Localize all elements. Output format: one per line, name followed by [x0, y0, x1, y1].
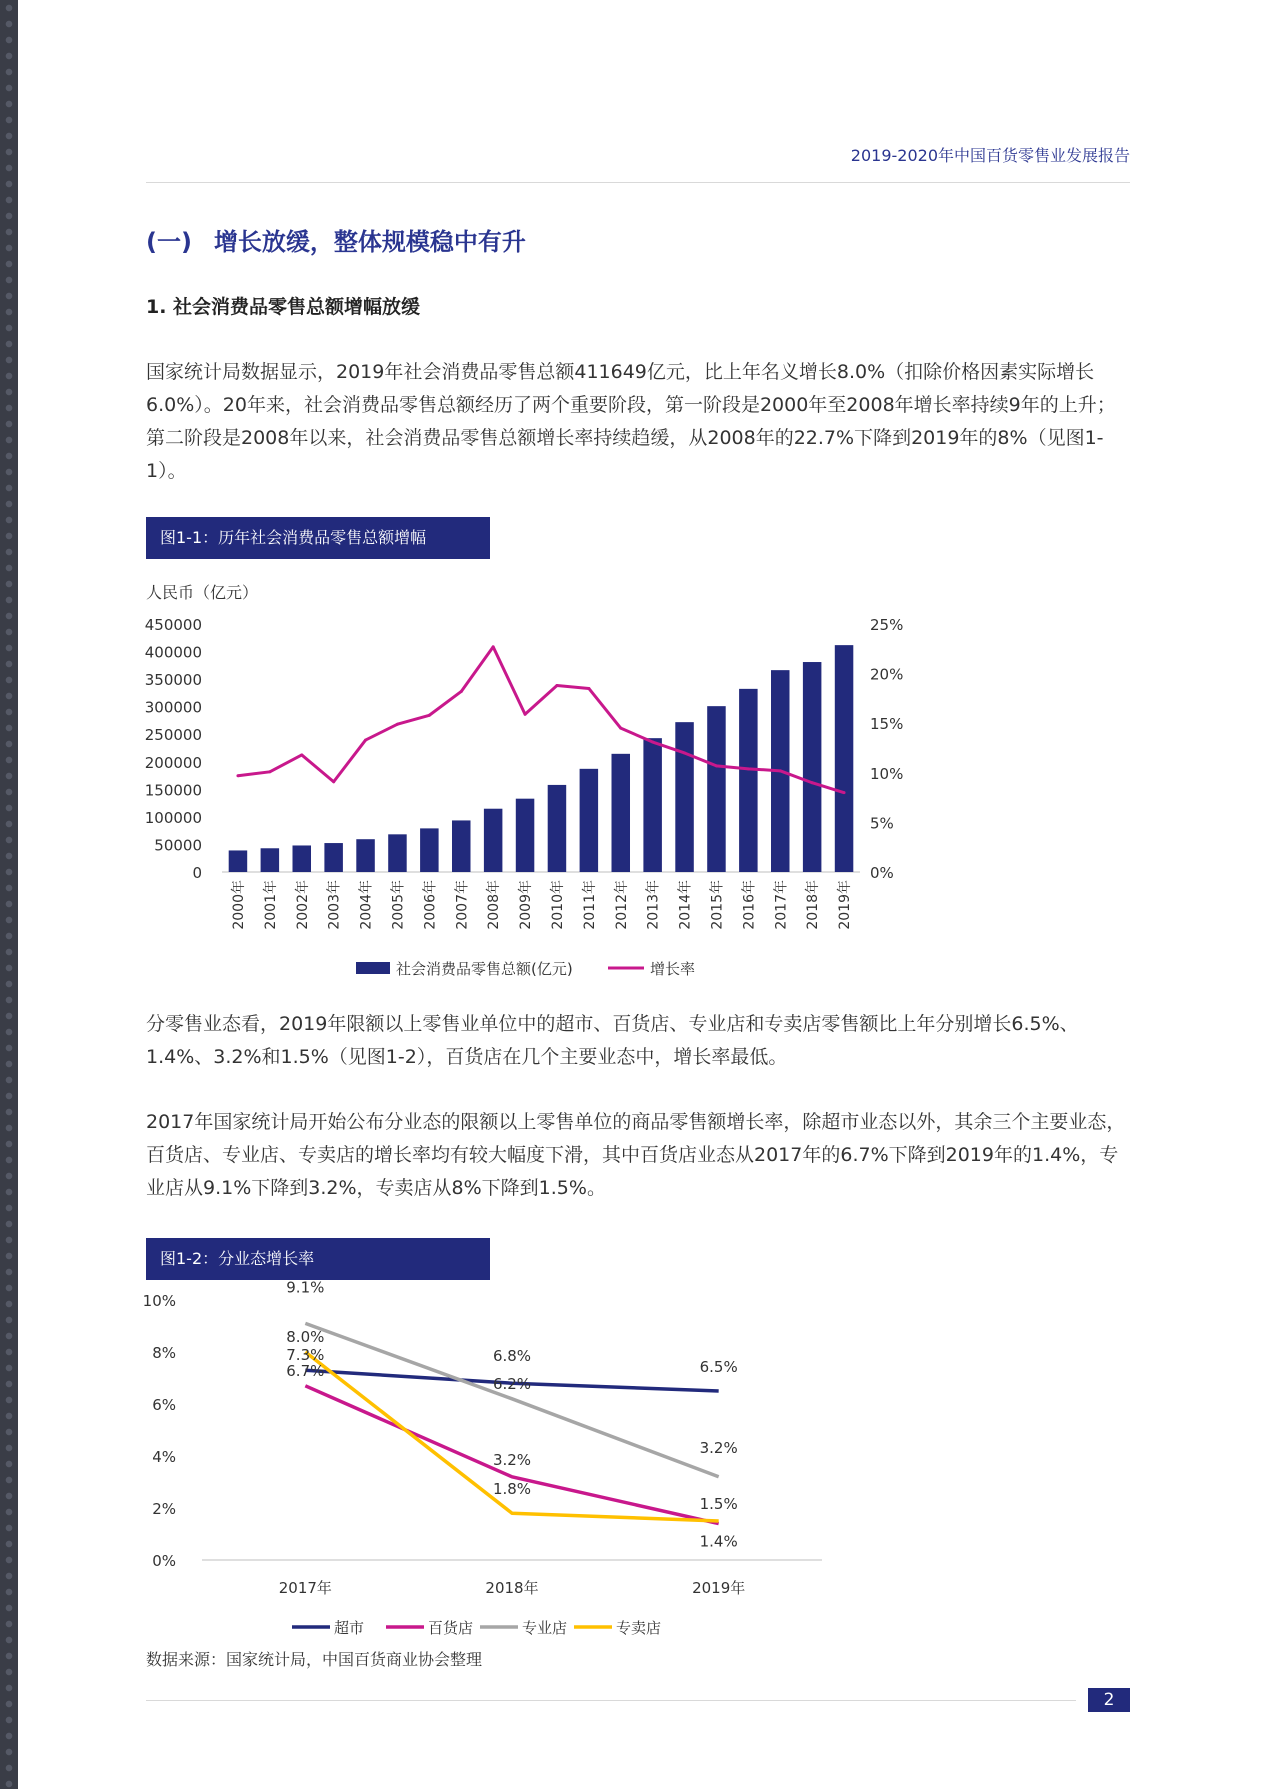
- bar: [324, 843, 343, 872]
- growth-rate-point: [332, 780, 335, 783]
- report-header-title: 2019-2020年中国百货零售业发展报告: [850, 146, 1130, 165]
- x-tick-label: 2017年: [278, 1579, 332, 1597]
- growth-rate-point: [747, 767, 750, 770]
- data-label: 3.2%: [699, 1438, 738, 1457]
- growth-rate-point: [683, 751, 686, 754]
- growth-rate-point: [492, 645, 495, 648]
- growth-rate-point: [460, 690, 463, 693]
- x-tick-label: 2002年: [294, 880, 311, 930]
- header-divider: [146, 182, 1130, 183]
- x-tick-label: 2005年: [390, 880, 407, 930]
- growth-rate-point: [428, 714, 431, 717]
- legend-label: 专业店: [522, 1619, 568, 1637]
- data-label: 1.8%: [492, 1480, 532, 1499]
- y-left-tick-label: 200000: [144, 753, 202, 772]
- x-tick-label: 2016年: [741, 880, 758, 930]
- y-left-tick-label: 100000: [144, 808, 202, 827]
- x-tick-label: 2007年: [454, 880, 471, 930]
- x-tick-label: 2012年: [613, 880, 630, 930]
- x-tick-label: 2018年: [485, 1579, 539, 1597]
- growth-rate-point: [811, 781, 814, 784]
- x-tick-label: 2014年: [677, 880, 694, 930]
- figure2-chart: [0, 1280, 1276, 1640]
- y-left-tick-label: 450000: [144, 616, 202, 634]
- y-left-tick-label: 300000: [144, 698, 202, 717]
- y-tick-label: 8%: [152, 1344, 176, 1362]
- x-tick-label: 2015年: [709, 880, 726, 930]
- y-right-tick-label: 5%: [870, 814, 894, 833]
- x-tick-label: 2010年: [549, 880, 566, 930]
- y-left-tick-label: 350000: [144, 671, 202, 690]
- paragraph-1: 国家统计局数据显示，2019年社会消费品零售总额411649亿元，比上年名义增长8.0%（扣除价格因素实际增长6.0%）。20年来，社会消费品零售总额经历了两个重要阶段，第一阶段是2000年至2008年增长率持续9年的上升；第二阶段是2008年以来，社会消费品零售总额增长率持续趋缓，从2008年的22.7%下降到2019年的8%（见图1-1）。: [146, 361, 1116, 482]
- bar: [484, 809, 503, 872]
- data-source-note: 数据来源：国家统计局，中国百货商业协会整理: [146, 1650, 483, 1669]
- x-tick-label: 2011年: [581, 880, 598, 930]
- bar: [739, 689, 758, 872]
- x-tick-label: 2019年: [692, 1579, 746, 1597]
- growth-rate-point: [300, 753, 303, 756]
- legend-swatch-bar: [356, 962, 390, 974]
- figure2-caption: 图1-2：分业态增长率: [146, 1238, 490, 1280]
- x-tick-label: 2004年: [358, 880, 375, 930]
- y-right-tick-label: 25%: [870, 616, 904, 634]
- y-right-tick-label: 20%: [870, 665, 904, 684]
- data-label: 9.1%: [286, 1280, 325, 1297]
- growth-rate-point: [555, 684, 558, 687]
- y-tick-label: 4%: [152, 1448, 176, 1466]
- x-tick-label: 2013年: [645, 880, 662, 930]
- x-tick-label: 2017年: [773, 880, 790, 930]
- bar: [803, 662, 822, 872]
- bar: [292, 845, 311, 872]
- data-label: 6.5%: [699, 1358, 738, 1376]
- bar: [675, 722, 694, 872]
- paragraph-3: 2017年国家统计局开始公布分业态的限额以上零售单位的商品零售额增长率，除超市业态以外，其余三个主要业态，百货店、专业店、专卖店的增长率均有较大幅度下滑，其中百货店业态从2017年的6.7%下降到2019年的1.4%，专业店从9.1%下降到3.2%，专卖店从8%下降到1.5%。: [146, 1111, 1126, 1199]
- growth-rate-point: [524, 713, 527, 716]
- data-label: 6.2%: [492, 1374, 532, 1393]
- section-title-text: 增长放缓，整体规模稳中有升: [213, 228, 526, 256]
- growth-rate-point: [396, 723, 399, 726]
- y-tick-label: 2%: [152, 1500, 176, 1518]
- figure1-chart: [0, 600, 1276, 990]
- y-right-tick-label: 15%: [870, 715, 904, 734]
- section-heading: [146, 222, 526, 257]
- x-tick-label: 2001年: [262, 880, 279, 930]
- legend-label: 百货店: [428, 1619, 474, 1637]
- bar: [229, 850, 248, 872]
- y-tick-label: 0%: [152, 1552, 176, 1570]
- bar: [356, 839, 375, 872]
- data-label: 7.3%: [286, 1346, 325, 1365]
- y-left-tick-label: 50000: [154, 836, 202, 855]
- y-tick-label: 10%: [142, 1292, 176, 1310]
- bar: [420, 828, 439, 872]
- data-label: 6.7%: [286, 1361, 325, 1380]
- data-label: 1.4%: [699, 1532, 738, 1551]
- x-tick-label: 2000年: [230, 880, 247, 930]
- x-tick-label: 2008年: [486, 880, 503, 930]
- legend-label: 社会消费品零售总额(亿元): [396, 960, 573, 978]
- y-tick-label: 6%: [152, 1396, 176, 1414]
- page-number: 2: [1088, 1688, 1130, 1712]
- bar: [261, 848, 280, 872]
- bar: [643, 738, 662, 872]
- bar: [548, 785, 567, 872]
- growth-rate-point: [587, 687, 590, 690]
- x-tick-label: 2006年: [422, 880, 439, 930]
- x-tick-label: 2009年: [518, 880, 535, 930]
- subsection-heading: 1. 社会消费品零售总额增幅放缓: [146, 296, 421, 318]
- data-label: 1.5%: [699, 1495, 738, 1513]
- bar: [580, 769, 599, 872]
- x-tick-label: 2018年: [805, 880, 822, 930]
- legend-label: 超市: [334, 1619, 365, 1637]
- growth-rate-point: [779, 769, 782, 772]
- bar: [516, 799, 535, 872]
- bar: [835, 645, 854, 872]
- data-label: 8.0%: [286, 1328, 325, 1346]
- y-left-tick-label: 250000: [144, 726, 202, 745]
- legend-label: 专卖店: [616, 1619, 662, 1637]
- bar: [452, 820, 471, 872]
- figure1-unit-label: 人民币（亿元）: [146, 583, 259, 602]
- growth-rate-point: [843, 791, 846, 794]
- bar: [611, 754, 630, 872]
- section-number: (一): [146, 228, 192, 256]
- growth-rate-point: [236, 774, 239, 777]
- legend-label: 增长率: [650, 960, 696, 978]
- data-label: 3.2%: [492, 1450, 532, 1469]
- footer-divider: [146, 1700, 1076, 1701]
- paragraph-2: 分零售业态看，2019年限额以上零售业单位中的超市、百货店、专业店和专卖店零售额比上年分别增长6.5%、1.4%、3.2%和1.5%（见图1-2），百货店在几个主要业态中，增长率最低。: [146, 1013, 1079, 1068]
- growth-rate-point: [715, 764, 718, 767]
- data-label: 6.8%: [492, 1347, 532, 1366]
- growth-rate-point: [268, 770, 271, 773]
- y-right-tick-label: 10%: [870, 764, 904, 783]
- growth-rate-point: [651, 741, 654, 744]
- bar: [388, 834, 407, 872]
- growth-rate-point: [619, 727, 622, 730]
- y-left-tick-label: 150000: [144, 781, 202, 800]
- bar: [707, 706, 726, 872]
- growth-rate-point: [364, 739, 367, 742]
- figure1-caption: 图1-1：历年社会消费品零售总额增幅: [146, 517, 490, 559]
- y-right-tick-label: 0%: [870, 864, 894, 882]
- x-tick-label: 2003年: [326, 880, 343, 930]
- x-tick-label: 2019年: [837, 880, 854, 930]
- y-left-tick-label: 400000: [144, 643, 202, 662]
- y-left-tick-label: 0: [192, 864, 202, 882]
